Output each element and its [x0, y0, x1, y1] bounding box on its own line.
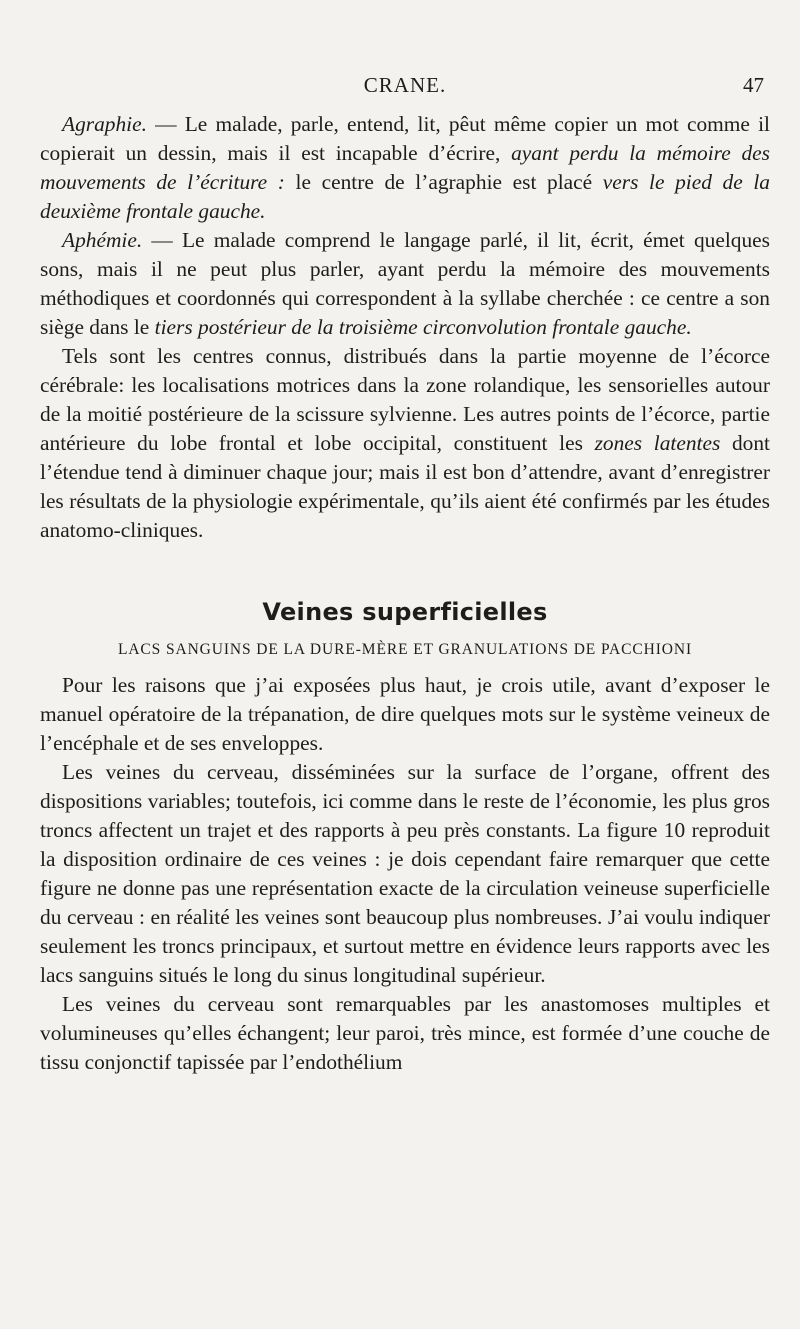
book-page: [40, 0, 770, 1329]
emphasis-span: ayant perdu la mémoire des mouvements de l’écriture :: [40, 141, 770, 194]
text-span: dont l’étendue tend à diminuer chaque jour; mais il est bon d’attendre, avant d’enregistrer les résultats de la physiologie expérimentale, qu’ils aient été confirmés par les études anatomo-cliniques.: [40, 431, 770, 542]
paragraph-centres: [40, 342, 770, 545]
paragraph-aphemie: [40, 226, 770, 342]
term-zones-latentes: zones latentes: [594, 431, 721, 455]
text-span: Tels sont les centres connus, distribués dans la partie moyenne de l’écorce cérébrale: les localisations motrices dans la zone rolandique, les sensorielles autour de la moitié postérieure de la scissure sylvienne. Les autres points de l’écorce, partie antérieure du lobe frontal et lobe occipital, constituent les: [40, 344, 770, 455]
text-span: — Le malade comprend le langage parlé, il lit, écrit, émet quelques sons, mais il ne peut plus parler, ayant perdu la mémoire des mouvements méthodiques et coordonnés qui correspondent à la syllabe cherchée : ce centre a son siège dans le: [40, 228, 770, 339]
running-header: [40, 0, 770, 110]
emphasis-span: tiers postérieur de la troisième circonvolution frontale gauche.: [154, 315, 692, 339]
text-span: Pour les raisons que j’ai exposées plus haut, je crois utile, avant d’exposer le manuel opératoire de la trépanation, de dire quelques mots sur le système veineux de l’encéphale et de ses enveloppes.: [40, 673, 770, 755]
section-title: Veines superficielles: [262, 598, 548, 626]
running-title: CRANE.: [363, 73, 447, 97]
text-span: Les veines du cerveau sont remarquables par les anastomoses multiples et volumineuses qu’elles échangent; leur paroi, très mince, est formée d’une couche de tissu conjonctif tapissée par l’endothélium: [40, 992, 770, 1074]
paragraph-agraphie: [40, 110, 770, 226]
paragraph-veines-cerveau: [40, 758, 770, 990]
body-text-section: [40, 671, 770, 1077]
term-aphemie: Aphémie.: [62, 228, 143, 252]
body-text-top: [40, 110, 770, 545]
text-span: Les veines du cerveau, disséminées sur la surface de l’organe, offrent des dispositions variables; toutefois, ici comme dans le reste de l’économie, les plus gros troncs affectent un trajet et des rapports à peu près constants. La figure 10 reproduit la disposition ordinaire de ces veines : je dois cependant faire remarquer que cette figure ne donne pas une représentation exacte de la circulation veineuse superficielle du cerveau : en réalité les veines sont beaucoup plus nombreuses. J’ai voulu indiquer seulement les troncs principaux, et surtout mettre en évidence leurs rapports avec les lacs sanguins situés le long du sinus longitudinal supérieur.: [40, 760, 770, 987]
text-span: le centre de l’agraphie est placé: [284, 170, 603, 194]
term-agraphie: Agraphie.: [62, 112, 147, 136]
page-number: 47: [743, 73, 764, 97]
paragraph-intro-veines: [40, 671, 770, 758]
text-span: — Le malade, parle, entend, lit, pêut même copier un mot comme il copierait un dessin, mais il est incapable d’écrire,: [40, 112, 770, 165]
emphasis-span: vers le pied de la deuxième frontale gauche.: [40, 170, 771, 223]
section-subtitle: LACS SANGUINS DE LA DURE-MÈRE ET GRANULATIONS DE PACCHIONI: [117, 641, 693, 658]
paragraph-anastomoses: [40, 990, 770, 1077]
